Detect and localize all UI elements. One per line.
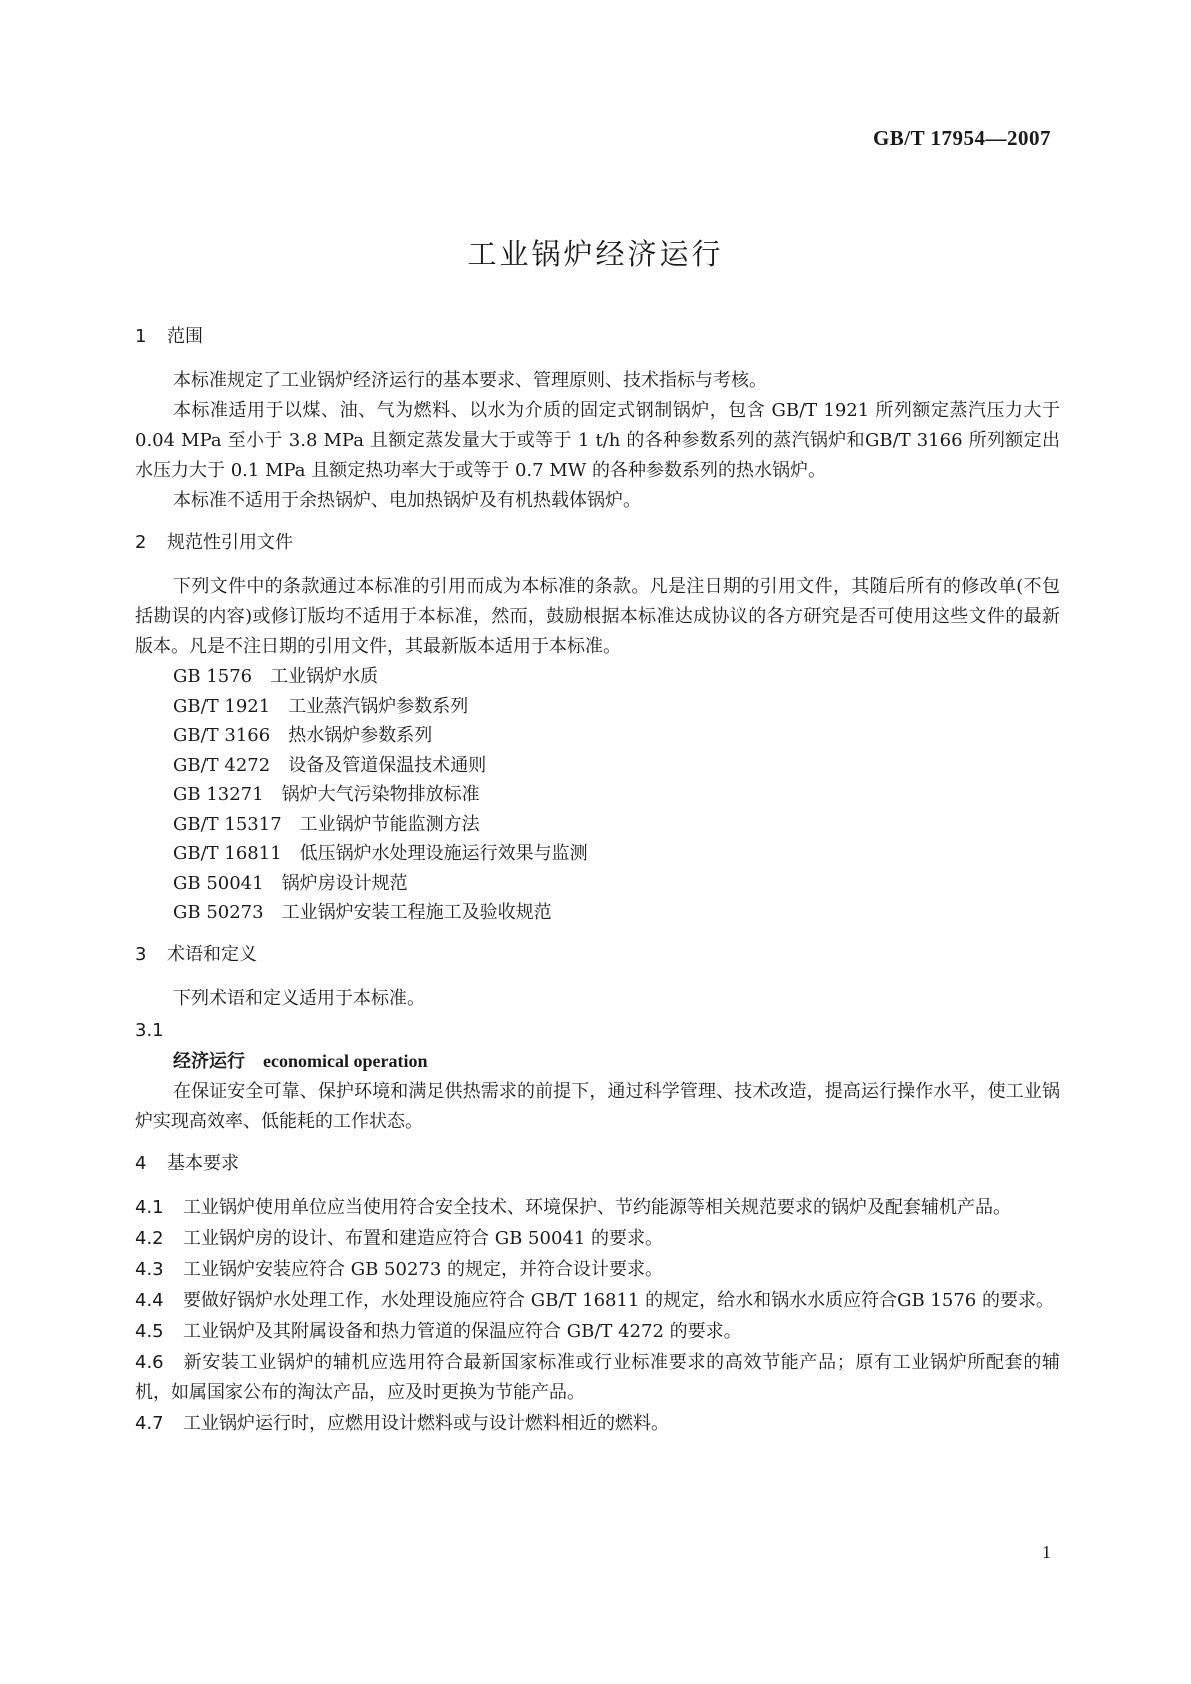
- reference-code: GB 13271: [173, 784, 264, 805]
- reference-code: GB/T 4272: [173, 754, 271, 776]
- clause-text: 工业锅炉安装应符合 GB 50273 的规定，并符合设计要求。: [183, 1258, 664, 1280]
- clause: [135, 1317, 1060, 1347]
- reference-item: [135, 810, 1060, 840]
- paragraph: 本标准规定了工业锅炉经济运行的基本要求、管理原则、技术指标与考核。: [173, 370, 767, 391]
- document-title: 工业锅炉经济运行: [467, 237, 724, 271]
- term-name: [135, 1046, 1060, 1077]
- section-number: 1: [135, 326, 147, 347]
- section-heading-normative-references: [135, 528, 1060, 558]
- clause-number: 4.3: [135, 1258, 164, 1280]
- section-heading-scope: [135, 322, 1060, 352]
- clause-number: 4.7: [135, 1412, 164, 1434]
- standard-number: GB/T 17954—2007: [872, 126, 1051, 150]
- reference-item: [135, 780, 1060, 810]
- clause: [135, 1286, 1060, 1316]
- reference-item: [135, 869, 1060, 899]
- reference-name: 工业锅炉节能监测方法: [299, 813, 480, 835]
- term-name-en: economical operation: [263, 1050, 428, 1071]
- reference-item: [135, 898, 1060, 928]
- reference-item: [135, 839, 1060, 869]
- clause: [135, 1193, 1060, 1223]
- reference-name: 热水锅炉参数系列: [288, 725, 433, 746]
- clause-text: 新安装工业锅炉的辅机应选用符合最新国家标准或行业标准要求的高效节能产品；原有工业锅炉所配套的辅机，如属国家公布的淘汰产品，应及时更换为节能产品。: [135, 1351, 1060, 1403]
- paragraph: 下列文件中的条款通过本标准的引用而成为本标准的条款。凡是注日期的引用文件，其随后所有的修改单(不包括勘误的内容)或修订版均不适用于本标准，然而，鼓励根据本标准达成协议的各方研究是否可使用这些文件的最新版本。凡是不注日期的引用文件，其最新版本适用于本标准。: [135, 576, 1060, 657]
- section-number: 4: [135, 1152, 147, 1174]
- reference-item: [135, 662, 1060, 692]
- reference-name: 锅炉大气污染物排放标准: [281, 784, 480, 805]
- clause-text: 工业锅炉房的设计、布置和建造应符合 GB 50041 的要求。: [183, 1227, 664, 1249]
- reference-name: 工业锅炉安装工程施工及验收规范: [281, 902, 552, 923]
- section-heading-basic-requirements: [135, 1149, 1060, 1179]
- paragraph: 本标准不适用于余热锅炉、电加热锅炉及有机热载体锅炉。: [173, 490, 641, 511]
- paragraph: 下列术语和定义适用于本标准。: [173, 987, 425, 1009]
- term-name-cn: 经济运行: [173, 1050, 245, 1072]
- reference-item: [135, 751, 1060, 781]
- reference-code: GB 1576: [173, 666, 253, 687]
- clause-number: 4.4: [135, 1289, 164, 1311]
- reference-item: [135, 692, 1060, 722]
- section-title: 术语和定义: [167, 943, 257, 965]
- clause-number: 4.6: [135, 1351, 164, 1373]
- term-definition: 在保证安全可靠、保护环境和满足供热需求的前提下，通过科学管理、技术改造，提高运行操作水平，使工业锅炉实现高效率、低能耗的工作状态。: [135, 1080, 1060, 1132]
- reference-code: GB/T 3166: [173, 725, 271, 746]
- section-number: 2: [135, 532, 147, 553]
- clause-text: 工业锅炉运行时，应燃用设计燃料或与设计燃料相近的燃料。: [183, 1412, 669, 1434]
- reference-name: 工业蒸汽锅炉参数系列: [288, 695, 469, 717]
- clause-text: 要做好锅炉水处理工作，水处理设施应符合 GB/T 16811 的规定，给水和锅水水质应符合GB 1576 的要求。: [183, 1289, 1054, 1311]
- clause-number: 4.5: [135, 1320, 164, 1342]
- section-title: 规范性引用文件: [167, 532, 293, 553]
- term-number: 3.1: [135, 1019, 164, 1041]
- reference-code: GB 50273: [173, 902, 264, 923]
- clause: [135, 1255, 1060, 1285]
- reference-name: 锅炉房设计规范: [281, 872, 408, 894]
- section-number: 3: [135, 943, 147, 965]
- section-title: 范围: [167, 326, 203, 347]
- reference-name: 设备及管道保温技术通则: [288, 754, 487, 776]
- clause-number: 4.1: [135, 1196, 164, 1218]
- reference-name: 工业锅炉水质: [270, 666, 379, 687]
- paragraph: 本标准适用于以煤、油、气为燃料、以水为介质的固定式钢制锅炉，包含 GB/T 1921 所列额定蒸汽压力大于 0.04 MPa 至小于 3.8 MPa 且额定蒸发量大于或等于 1 t/h 的各种参数系列的蒸汽锅炉和GB/T 3166 所列额定出水压力大于 0.1 MPa 且额定热功率大于或等于 0.7 MW 的各种参数系列的热水锅炉。: [135, 400, 1060, 481]
- reference-item: [135, 721, 1060, 751]
- clause: [135, 1224, 1060, 1254]
- reference-code: GB 50041: [173, 872, 264, 894]
- clause-number: 4.2: [135, 1227, 164, 1249]
- clause: [135, 1348, 1060, 1408]
- clause: [135, 1409, 1060, 1439]
- reference-code: GB/T 15317: [173, 813, 282, 835]
- reference-name: 低压锅炉水处理设施运行效果与监测: [299, 843, 588, 864]
- reference-code: GB/T 16811: [173, 843, 282, 864]
- section-heading-terms-and-definitions: [135, 940, 1060, 970]
- page-number: 1: [1042, 1542, 1051, 1562]
- section-title: 基本要求: [167, 1152, 239, 1174]
- clause-text: 工业锅炉及其附属设备和热力管道的保温应符合 GB/T 4272 的要求。: [183, 1320, 742, 1342]
- clause-text: 工业锅炉使用单位应当使用符合安全技术、环境保护、节约能源等相关规范要求的锅炉及配套辅机产品。: [183, 1196, 1011, 1218]
- document-body: [135, 322, 1060, 1439]
- reference-code: GB/T 1921: [173, 695, 271, 717]
